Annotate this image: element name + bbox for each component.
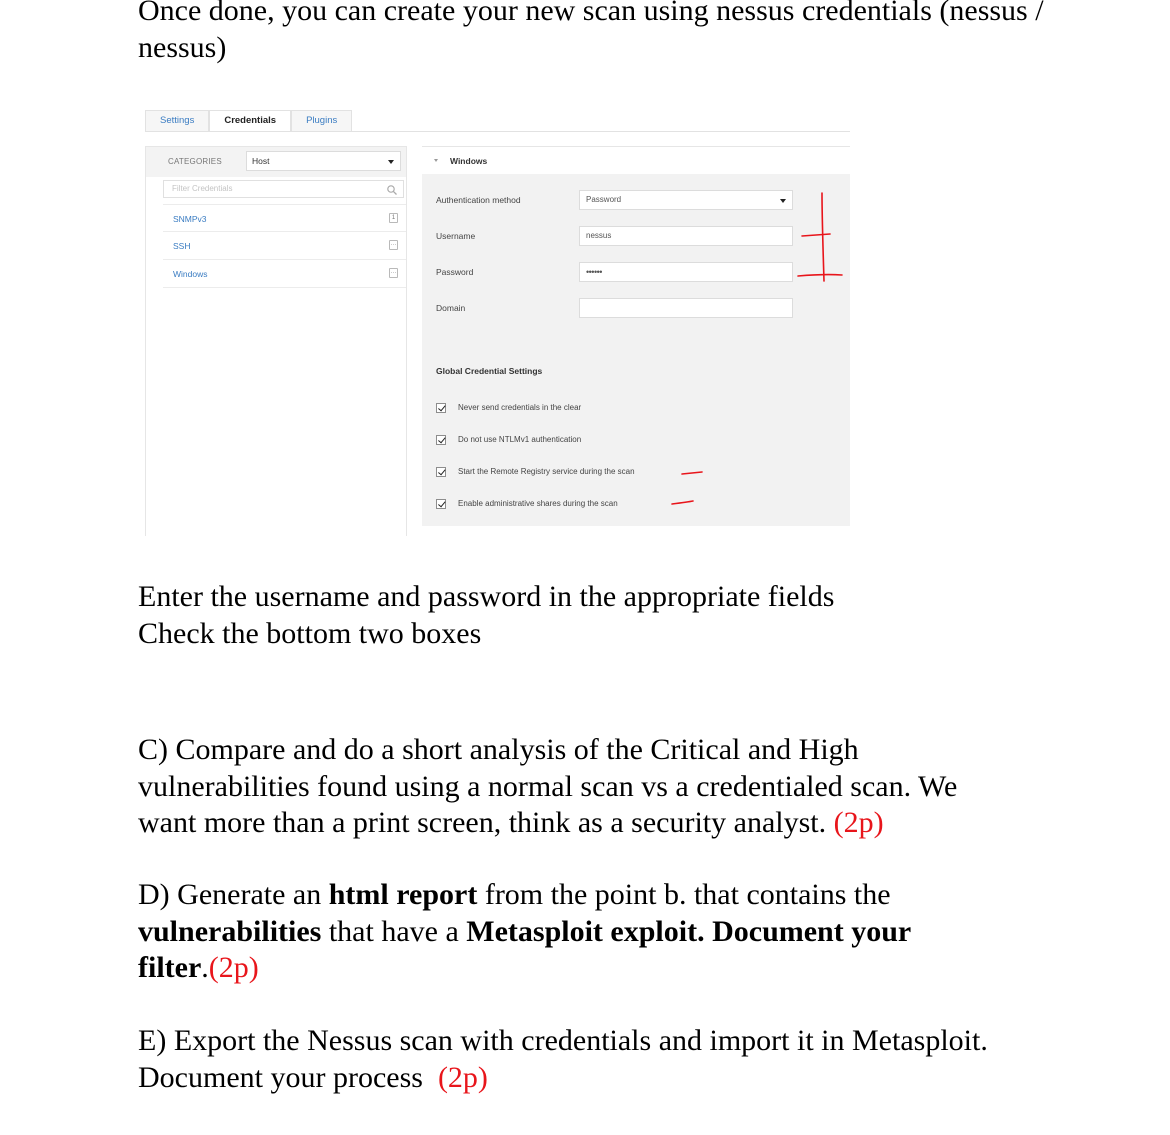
section-c-line-3: want more than a print screen, think as a security analyst. bbox=[138, 806, 827, 839]
section-c-line-1: C) Compare and do a short analysis of the Critical and High bbox=[138, 733, 859, 766]
filter-placeholder: Filter Credentials bbox=[172, 184, 233, 193]
filter-credentials-input[interactable] bbox=[163, 180, 404, 198]
category-item-snmpv3[interactable] bbox=[163, 204, 406, 232]
checkbox-remote-registry[interactable] bbox=[436, 467, 446, 477]
checkbox-never-send-clear[interactable] bbox=[436, 403, 446, 413]
category-item-windows[interactable] bbox=[163, 260, 406, 288]
categories-select-value: Host bbox=[252, 156, 270, 166]
section-d-points: (2p) bbox=[208, 951, 259, 984]
password-label: Password bbox=[436, 267, 474, 277]
chevron-down-icon bbox=[388, 160, 394, 164]
section-e-line-1: E) Export the Nessus scan with credentials and import it in Metasploit. bbox=[138, 1024, 988, 1057]
username-label: Username bbox=[436, 231, 476, 241]
chevron-down-icon bbox=[780, 199, 786, 203]
tab-settings[interactable]: Settings bbox=[145, 110, 209, 132]
username-input[interactable] bbox=[579, 226, 793, 246]
checkbox-admin-shares[interactable] bbox=[436, 499, 446, 509]
intro-line-1: Once done, you can create your new scan using nessus credentials (nessus / bbox=[138, 0, 1044, 27]
windows-section-title: Windows bbox=[450, 156, 488, 166]
instructions-paragraph bbox=[138, 579, 834, 652]
categories-select[interactable] bbox=[246, 151, 401, 171]
checkbox-no-ntlmv1[interactable] bbox=[436, 435, 446, 445]
search-icon bbox=[386, 184, 398, 196]
tab-credentials[interactable]: Credentials bbox=[209, 110, 291, 132]
category-item-ssh[interactable] bbox=[163, 232, 406, 260]
intro-paragraph bbox=[138, 0, 1044, 66]
tab-plugins[interactable]: Plugins bbox=[291, 110, 352, 132]
section-d-paragraph bbox=[138, 877, 911, 987]
section-c-points: (2p) bbox=[833, 806, 884, 839]
tab-bar bbox=[145, 110, 352, 132]
checkbox-label: Enable administrative shares during the scan bbox=[458, 499, 618, 508]
domain-label: Domain bbox=[436, 303, 466, 313]
instructions-line-1: Enter the username and password in the appropriate fields bbox=[138, 580, 835, 613]
section-d-bold: filter bbox=[138, 951, 202, 984]
section-d-bold: vulnerabilities bbox=[138, 914, 322, 948]
auth-method-value: Password bbox=[586, 195, 622, 204]
categories-bar bbox=[146, 146, 406, 177]
global-credential-settings-title: Global Credential Settings bbox=[436, 366, 543, 376]
password-value: •••••• bbox=[586, 267, 602, 277]
section-d-bold: html report bbox=[328, 878, 478, 911]
checkbox-label: Start the Remote Registry service during the scan bbox=[458, 467, 635, 476]
category-item-label: SSH bbox=[173, 241, 191, 251]
section-d-bold: Metasploit exploit. Document your bbox=[466, 914, 912, 948]
tab-divider bbox=[145, 131, 850, 132]
auth-method-label: Authentication method bbox=[436, 195, 521, 205]
collapse-triangle-icon bbox=[434, 159, 438, 162]
section-d-text: D) Generate an bbox=[138, 878, 329, 911]
section-d-text: that have a bbox=[321, 914, 467, 948]
nessus-credentials-screenshot bbox=[140, 98, 852, 538]
category-item-label: Windows bbox=[173, 269, 208, 279]
intro-line-2: nessus) bbox=[138, 30, 227, 64]
category-item-label: SNMPv3 bbox=[173, 214, 207, 224]
auth-method-select[interactable] bbox=[579, 190, 793, 210]
checkbox-label: Never send credentials in the clear bbox=[458, 403, 582, 412]
checkbox-label: Do not use NTLMv1 authentication bbox=[458, 435, 582, 444]
section-e-points: (2p) bbox=[437, 1060, 488, 1094]
section-e-line-2: Document your process bbox=[138, 1060, 423, 1094]
section-d-text: from the point b. that contains the bbox=[477, 878, 891, 911]
more-icon: ··· bbox=[390, 242, 397, 248]
categories-column bbox=[145, 146, 407, 536]
count-badge-icon: 1 bbox=[389, 213, 398, 223]
windows-credentials-panel bbox=[422, 174, 850, 526]
categories-label: CATEGORIES bbox=[168, 157, 222, 166]
instructions-line-2: Check the bottom two boxes bbox=[138, 616, 482, 650]
domain-input[interactable] bbox=[579, 298, 793, 318]
windows-section-header[interactable] bbox=[422, 146, 850, 175]
section-e-paragraph bbox=[138, 1023, 988, 1096]
password-input[interactable] bbox=[579, 262, 793, 282]
section-c-line-2: vulnerabilities found using a normal scan vs a credentialed scan. We bbox=[138, 769, 958, 803]
section-d-text: . bbox=[201, 951, 209, 984]
username-value: nessus bbox=[586, 231, 612, 240]
section-c-paragraph bbox=[138, 732, 957, 842]
more-icon: ··· bbox=[390, 270, 397, 276]
